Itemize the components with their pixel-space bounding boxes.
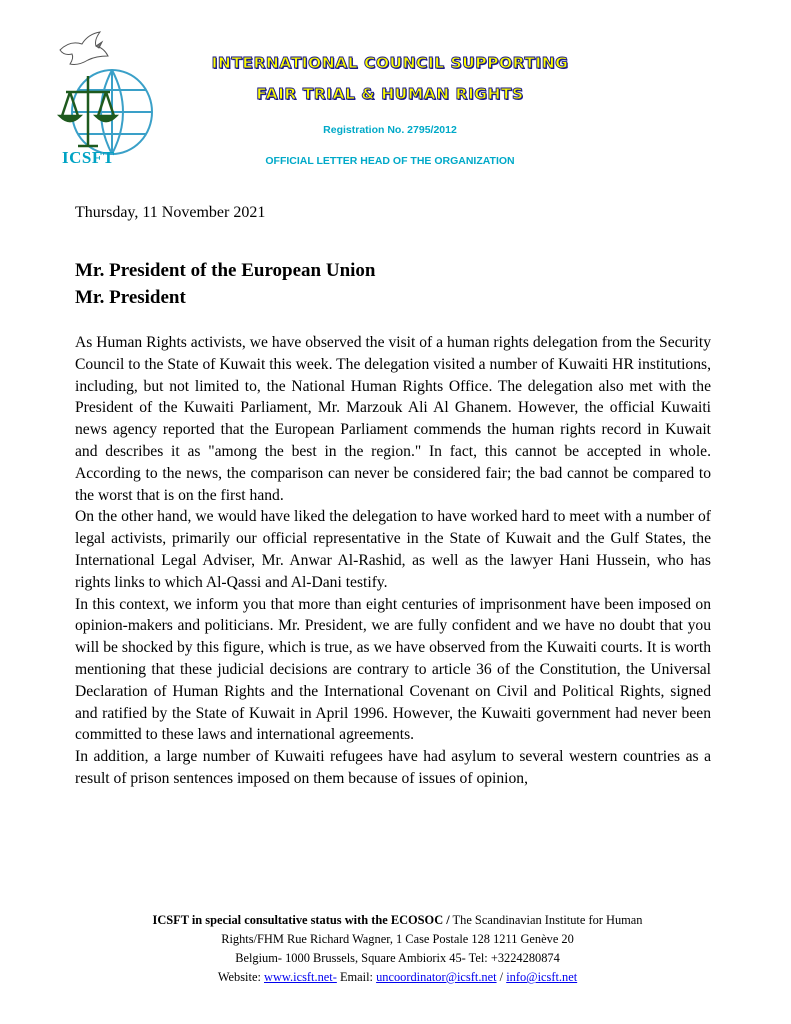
- paragraph-3: In this context, we inform you that more than eight centuries of imprisonment have been imposed on opinion-makers and politicians. Mr. President, we are fully confident and we have no doubt that you will be shocked by this figure, which is true, as we have observed from the Kuwaiti courts. It is worth mentioning that these judicial decisions are contrary to article 36 of the Constitution, the Universal Declaration of Human Rights and the International Covenant on Civil and Political Rights, signed and ratified by the State of Kuwait in April 1996. However, the Kuwaiti government had never been committed to these laws and international agreements.: [75, 595, 711, 744]
- paragraph-2: On the other hand, we would have liked the delegation to have worked hard to meet with a number of legal activists, primarily our official representative in the State of Kuwait and the Gulf States, the International Legal Adviser, Mr. Anwar Al-Rashid, as well as the lawyer Hani Hussein, who has rights links to which Al-Qassi and Al-Dani testify.: [75, 508, 711, 591]
- email-link-info[interactable]: info@icsft.net: [506, 970, 578, 984]
- org-title-line2: FAIR TRIAL & HUMAN RIGHTS: [256, 85, 524, 103]
- paragraph-4: In addition, a large number of Kuwaiti refugees have had asylum to several western countries as a result of prison sentences imposed on them because of issues of opinion,: [75, 748, 711, 787]
- letter-date: Thursday, 11 November 2021: [75, 204, 266, 221]
- logo-text: ICSFT: [62, 148, 115, 167]
- recipient-line1: Mr. President of the European Union: [75, 260, 376, 281]
- icsft-logo: [52, 26, 162, 166]
- footer-status-rest: The Scandinavian Institute for Human: [449, 913, 643, 927]
- recipient-line2: Mr. President: [75, 287, 186, 308]
- letterhead-caption: OFFICIAL LETTER HEAD OF THE ORGANIZATION: [265, 155, 515, 167]
- email-separator: /: [496, 970, 507, 984]
- paragraph-1: As Human Rights activists, we have observed the visit of a human rights delegation from the Security Council to the State of Kuwait this week. The delegation visited a number of Kuwaiti HR institutions, including, but not limited to, the National Human Rights Office. The delegation also met with the President of the Kuwaiti Parliament, Mr. Marzouk Ali Al Ghanem. However, the official Kuwaiti news agency reported that the European Parliament commends the human rights record in Kuwait and describes it as "among the best in the region." In fact, this cannot be accepted in whole. According to the news, the comparison can never be considered fair; the bad cannot be compared to the worst that is on the first hand.: [75, 334, 711, 504]
- footer-line1: [100, 911, 695, 930]
- org-title-line1: INTERNATIONAL COUNCIL SUPPORTING: [211, 54, 569, 72]
- footer: [100, 911, 695, 987]
- website-label: Website:: [217, 970, 264, 984]
- dove-icon: [60, 32, 108, 65]
- footer-line2: Rights/FHM Rue Richard Wagner, 1 Case Postale 128 1211 Genève 20: [221, 932, 574, 946]
- footer-line3: Belgium- 1000 Brussels, Square Ambiorix 45- Tel: +3224280874: [235, 951, 560, 965]
- email-link-coordinator[interactable]: uncoordinator@icsft.net: [376, 970, 497, 984]
- email-label: Email:: [336, 970, 377, 984]
- website-link[interactable]: www.icsft.net-: [264, 970, 337, 984]
- letter-body: [75, 332, 711, 790]
- footer-line4: [100, 968, 695, 987]
- registration-number: Registration No. 2795/2012: [323, 124, 457, 136]
- footer-status-bold: ICSFT in special consultative status with the ECOSOC /: [152, 913, 450, 927]
